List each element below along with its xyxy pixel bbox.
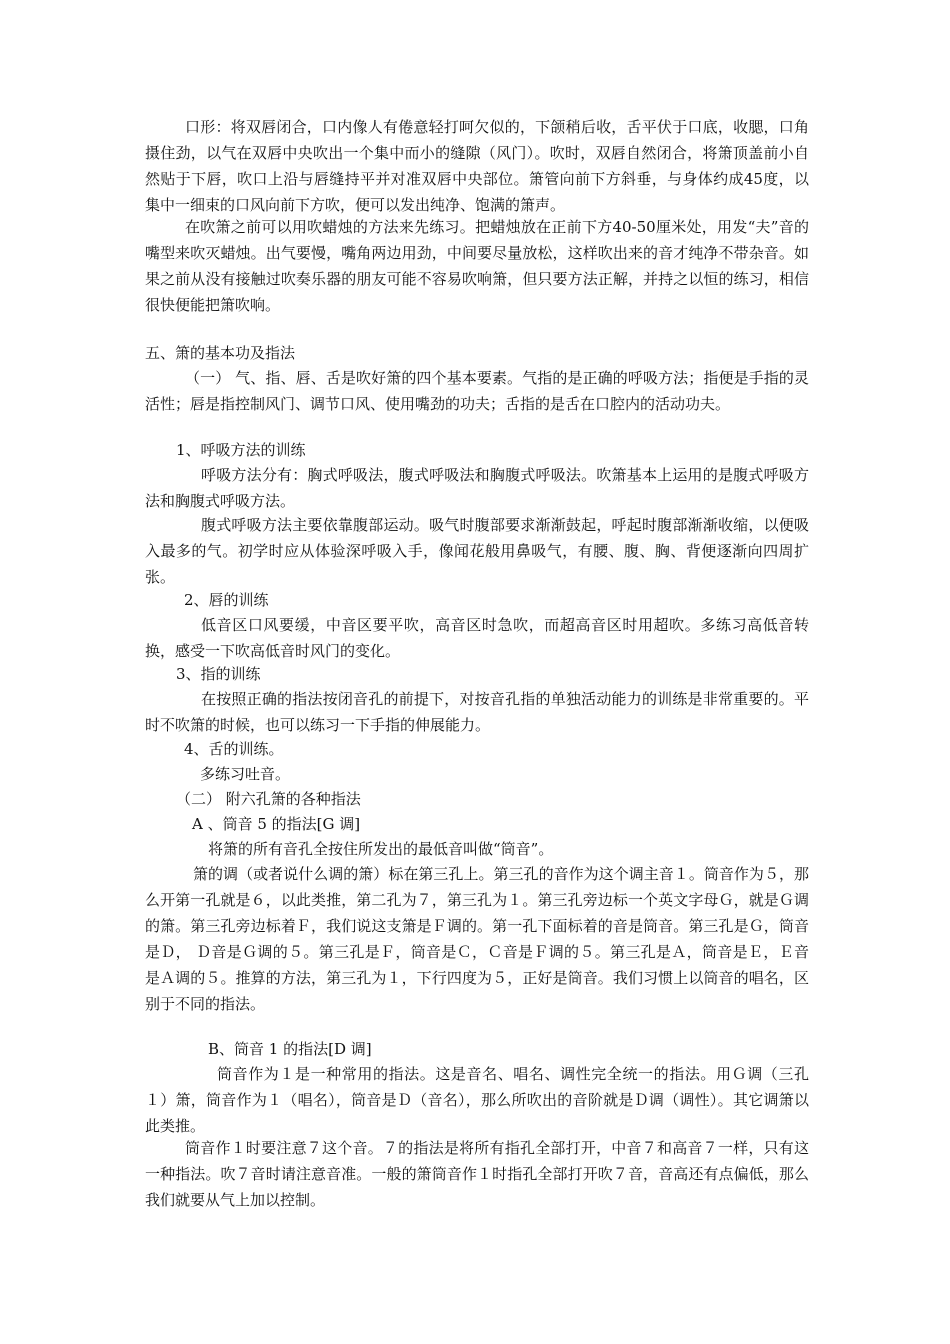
subheading-fingerings: （二） 附六孔箫的各种指法 xyxy=(176,790,361,808)
section-heading-basics: 五、箫的基本功及指法 xyxy=(145,344,296,362)
paragraph-key-of-flute: 箫的调（或者说什么调的箫）标在第三孔上。第三孔的音作为这个调主音１。筒音作为５，那么开第一孔就是６，以此类推，第二孔为７，第三孔为１。第三孔旁边标一个英文字母Ｇ，就是Ｇ调的箫。第三孔旁边标着Ｆ，我们说这支箫是Ｆ调的。第一孔下面标着的音是筒音。第三孔是Ｇ，筒音是Ｄ， Ｄ音是Ｇ调的５。第三孔是Ｆ，筒音是Ｃ，Ｃ音是Ｆ调的５。第三孔是Ａ，筒音是Ｅ，Ｅ音是Ａ调的５。推算的方法，第三孔为１，下行四度为５，正好是筒音。我们习惯上以筒音的唱名，区别于不同的指法。 xyxy=(145,865,809,1013)
heading-lip-training: 2、唇的训练 xyxy=(184,591,269,609)
heading-fingering-a: A 、筒音 5 的指法[G 调] xyxy=(192,815,361,833)
paragraph-tongue-training: 多练习吐音。 xyxy=(200,765,291,783)
heading-fingering-b: B、筒音 1 的指法[D 调] xyxy=(208,1040,372,1058)
paragraph-note-seven: 筒音作１时要注意７这个音。７的指法是将所有指孔全部打开，中音７和高音７一样，只有这一种指法。吹７音时请注意音准。一般的箫筒音作１时指孔全部打开吹７音，音高还有点偏低，那么我们就要从气上加以控制。 xyxy=(145,1139,809,1209)
heading-finger-training: 3、指的训练 xyxy=(176,665,261,683)
paragraph-lip-training: 低音区口风要缓，中音区要平吹，高音区时急吹，而超高音区时用超吹。多练习高低音转换，感受一下吹高低音时风门的变化。 xyxy=(145,616,809,660)
paragraph-mouth-shape: 口形：将双唇闭合，口内像人有倦意轻打呵欠似的，下颌稍后收，舌平伏于口底，收腮，口角摄住劲，以气在双唇中央吹出一个集中而小的缝隙（风门）。吹时，双唇自然闭合，将箫顶盖前小自然贴于下唇，吹口上沿与唇缝持平并对准双唇中央部位。箫管向前下方斜垂，与身体约成45度，以集中一细束的口风向前下方吹，便可以发出纯净、饱满的箫声。 xyxy=(145,118,809,214)
paragraph-finger-training: 在按照正确的指法按闭音孔的前提下，对按音孔指的单独活动能力的训练是非常重要的。平时不吹箫的时候，也可以练习一下手指的伸展能力。 xyxy=(145,690,809,734)
paragraph-fingering-b: 筒音作为１是一种常用的指法。这是音名、唱名、调性完全统一的指法。用Ｇ调（三孔１）箫，筒音作为１（唱名），筒音是Ｄ（音名），那么所吹出的音阶就是Ｄ调（调性）。其它调箫以此类推。 xyxy=(145,1065,809,1135)
paragraph-four-elements: （一） 气、指、唇、舌是吹好箫的四个基本要素。气指的是正确的呼吸方法；指便是手指的灵活性；唇是指控制风门、调节口风、使用嘴劲的功夫；舌指的是舌在口腔内的活动功夫。 xyxy=(145,369,809,413)
paragraph-candle-practice: 在吹箫之前可以用吹蜡烛的方法来先练习。把蜡烛放在正前下方40-50厘米处，用发“夫”音的嘴型来吹灭蜡烛。出气要慢，嘴角两边用劲，中间要尽量放松，这样吹出来的音才纯净不带杂音。如果之前从没有接触过吹奏乐器的朋友可能不容易吹响箫，但只要方法正解，并持之以恒的练习，相信很快便能把箫吹响。 xyxy=(145,218,809,314)
heading-tongue-training: 4、舌的训练。 xyxy=(184,740,284,758)
paragraph-tube-note: 将箫的所有音孔全按住所发出的最低音叫做“筒音”。 xyxy=(208,840,554,858)
paragraph-breathing-types: 呼吸方法分有：胸式呼吸法，腹式呼吸法和胸腹式呼吸法。吹箫基本上运用的是腹式呼吸方法和胸腹式呼吸方法。 xyxy=(145,466,809,510)
paragraph-abdominal-breathing: 腹式呼吸方法主要依靠腹部运动。吸气时腹部要求渐渐鼓起，呼起时腹部渐渐收缩，以便吸入最多的气。初学时应从体验深呼吸入手，像闻花般用鼻吸气，有腰、腹、胸、背便逐渐向四周扩张。 xyxy=(145,516,809,586)
heading-breathing: 1、呼吸方法的训练 xyxy=(176,441,306,459)
